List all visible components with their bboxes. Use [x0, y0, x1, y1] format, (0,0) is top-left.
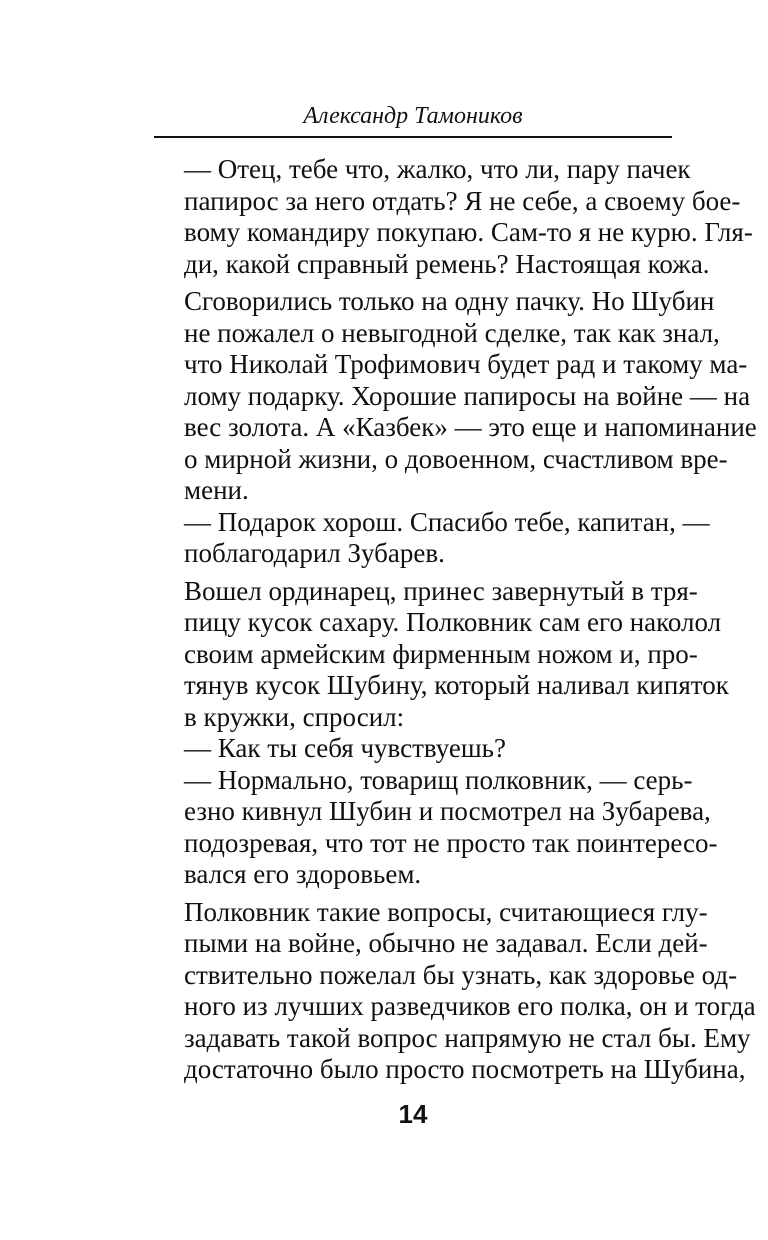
text-line: лому подарку. Хорошие папиросы на войне — на [184, 380, 751, 411]
running-head-author: Александр Тамоников [303, 103, 523, 129]
text-line: Вошел ординарец, принес завернутый в тря- [184, 575, 698, 606]
text-line: что Николай Трофимович будет рад и такому ма- [184, 349, 748, 379]
header-rule [154, 136, 672, 138]
text-line: о мирной жизни, о довоенном, счастливом вре- [184, 443, 728, 474]
paragraph [154, 575, 729, 734]
text-line: пыми на войне, обычно не задавал. Если дей- [184, 928, 708, 958]
text-line: подозревая, что тот не просто так поинтересо- [184, 827, 718, 858]
text-line: мени. [184, 475, 249, 505]
paragraph [154, 154, 753, 280]
paragraph [154, 506, 710, 570]
text-line: ного из лучших разведчиков его полка, он и тогда [184, 991, 756, 1021]
text-line: ди, какой справный ремень? Настоящая кожа. [184, 248, 710, 279]
paragraph [154, 286, 757, 507]
text-line: тянув кусок Шубину, который наливал кипяток [184, 670, 729, 700]
text-line: Полковник такие вопросы, считающиеся глу- [184, 896, 708, 927]
text-line: не пожалел о невыгодной сделке, так как знал, [184, 317, 720, 348]
text-line: вался его здоровьем. [184, 859, 422, 889]
text-line: — Подарок хорош. Спасибо тебе, капитан, — [184, 506, 710, 537]
text-line: ствительно пожелал бы узнать, как здоровье од- [184, 959, 738, 990]
paragraph [154, 764, 718, 891]
text-line: езно кивнул Шубин и посмотрел на Зубарева, [184, 796, 711, 826]
text-line: поблагодарил Зубарев. [184, 538, 445, 568]
text-line: Сговорились только на одну пачку. Но Шубин [184, 286, 715, 316]
text-line: вес золота. А «Казбек» — это еще и напоминание [184, 412, 757, 442]
paragraph [154, 896, 756, 1086]
text-line: — Нормально, товарищ полковник, — серь- [184, 764, 693, 795]
text-line: пицу кусок сахару. Полковник сам его наколол [184, 607, 722, 637]
text-line: в кружки, спросил: [184, 701, 405, 732]
text-line: задавать такой вопрос напрямую не стал бы. Ему [184, 1022, 751, 1053]
page-number: 14 [398, 1099, 428, 1129]
body-text [154, 154, 757, 1086]
text-line: — Отец, тебе что, жалко, что ли, пару пачек [184, 154, 691, 184]
text-line: своим армейским фирменным ножом и, про- [184, 638, 698, 669]
text-line: — Как ты себя чувствуешь? [184, 733, 506, 763]
text-line: достаточно было просто посмотреть на Шубина, [184, 1054, 746, 1084]
paragraph [154, 733, 672, 765]
text-line: папирос за него отдать? Я не себе, а своему бое- [184, 185, 741, 216]
text-line: вому командиру покупаю. Сам-то я не курю. Гля- [184, 217, 753, 247]
